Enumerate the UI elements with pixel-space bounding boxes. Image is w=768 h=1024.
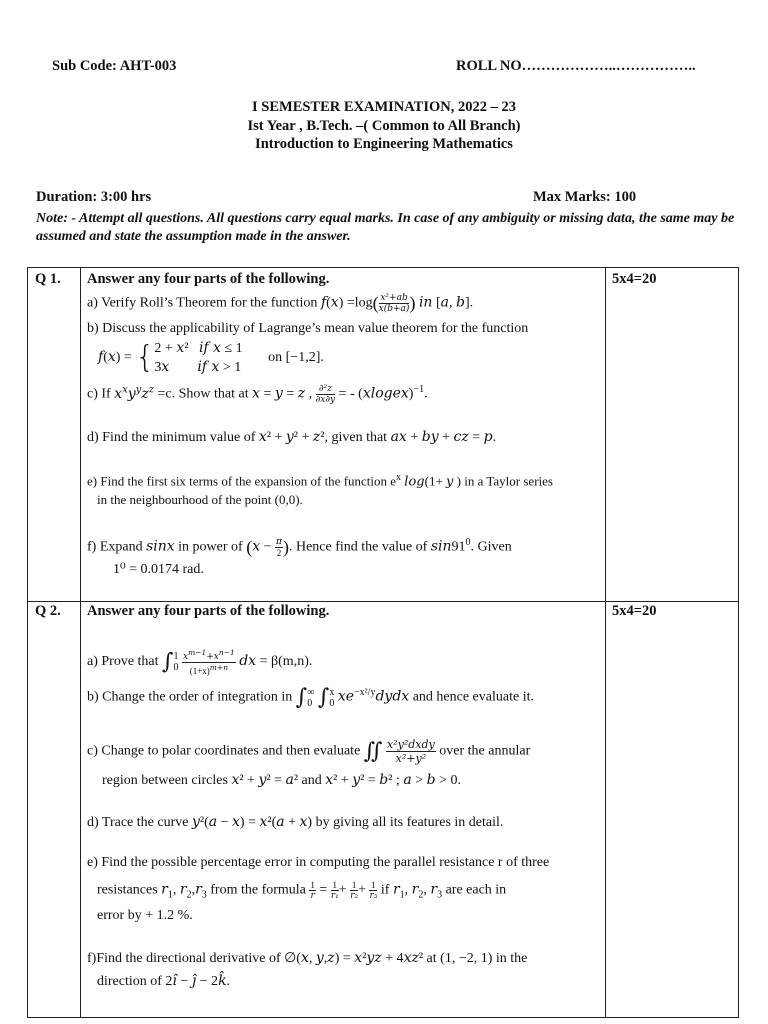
q2-part-e-line2: resistances $r_1$, $r_2,r_3$ from the formula $\frac{1}{r}$ = $\frac{1}{\text{r₁}}$ + $\frac{1}{\text{r₂}}$ + $\frac{1}{\text{r₃}}$ if $r_1$, $r_2$, $r_3$ are each in: [97, 880, 507, 901]
q2-part-f: f)Find the directional derivative of ∅(x, y,z) = x²yz + 4xz² at (1, −2, 1) in the: [87, 950, 528, 966]
q2-part-f-line2: direction of 2î − ĵ − 2k̂.: [97, 973, 231, 989]
q2-part-a: a) Prove that ∫1 0 $\frac{x^{m-1}+x^{n-1}}{(1+x)^{m+n}}$ dx = β(m,n).: [87, 648, 313, 676]
q1-part-c: c) If $x^xy^yz^z =c$. Show that at x = y = z , $\frac{\text{∂²z}}{\partial x\partial y}$ = - (xlogex)$^{-1}$.: [87, 384, 428, 405]
q1-part-d: d) Find the minimum value of x² + y² + z², given that ax + by + cz = p.: [87, 429, 497, 445]
question-number: Q 1.: [35, 271, 61, 287]
course-title: Introduction to Engineering Mathematics: [255, 136, 513, 152]
exam-title: I SEMESTER EXAMINATION, 2022 – 23: [252, 99, 516, 115]
q2-part-d: d) Trace the curve y²(a − x) = x²(a + x) by giving all its features in detail.: [87, 814, 504, 830]
q2-part-e-line3: error by + 1.2 %.: [97, 908, 193, 923]
q2-part-b: b) Change the order of integration in ∫∞ 0 ∫x 0 $xe^{-x^2/y}dydx$ and hence evaluate it.: [87, 685, 534, 710]
question-table: [27, 267, 739, 1018]
q1-part-b-function: f(x) = {2 + x² if x ≤ 1 3x if x > 1 on [−1,2].: [98, 340, 324, 375]
roll-no: ROLL NO………………..……………..: [456, 58, 696, 74]
instructions-note: Note: - Attempt all questions. All questions carry equal marks. In case of any ambiguity or missing data, the same may be assumed and state the assumption made in the answer.: [36, 211, 735, 244]
max-marks: Max Marks: 100: [533, 189, 637, 205]
question-instruction: Answer any four parts of the following.: [87, 271, 330, 287]
duration: Duration: 3:00 hrs: [36, 189, 152, 205]
question-marks: 5x4=20: [612, 271, 657, 287]
sub-code: Sub Code: AHT-003: [52, 58, 177, 74]
q2-part-c-line2: region between circles x² + y² = a² and x² + y² = b² ; a > b > 0.: [102, 772, 461, 788]
question-marks: 5x4=20: [612, 603, 657, 619]
q1-part-e-line2: in the neighbourhood of the point (0,0).: [97, 492, 303, 507]
q1-part-e: e) Find the first six terms of the expansion of the function $e^x$ log(1+ y ) in a Taylor series: [87, 472, 553, 490]
q1-part-b: b) Discuss the applicability of Lagrange’s mean value theorem for the function: [87, 321, 529, 336]
q2-part-e: e) Find the possible percentage error in computing the parallel resistance r of three: [87, 855, 550, 870]
q1-part-f: f) Expand sinx in power of (x − $\frac{\pi}{2}$ ). Hence find the value of $\sin 91^0$. Given: [87, 537, 512, 558]
q1-part-a: a) Verify Roll’s Theorem for the function f(x) =log( $\frac{\text{x²+ab}}{x(b+a)}$ ) in [a, b].: [87, 293, 474, 314]
q1-part-f-line2: 1⁰ = 0.0174 rad.: [113, 562, 204, 577]
q2-part-c: c) Change to polar coordinates and then evaluate ∬ x²y²dxdy x²+y² over the annular: [87, 738, 531, 765]
question-instruction: Answer any four parts of the following.: [87, 603, 330, 619]
program-line: Ist Year , B.Tech. –( Common to All Branch): [247, 118, 521, 134]
question-number: Q 2.: [35, 603, 61, 619]
